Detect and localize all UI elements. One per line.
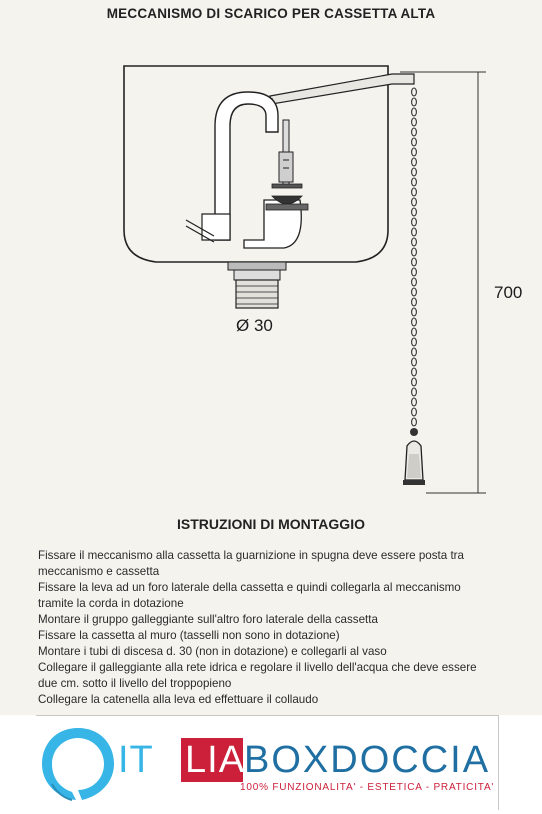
instruction-line: due cm. sotto il livello del troppopieno	[38, 677, 232, 690]
instruction-line: meccanismo e cassetta	[38, 565, 160, 578]
water-drop-icon	[38, 724, 118, 804]
logo-text-lia: LIA	[181, 738, 243, 782]
diameter-label: Ø 30	[236, 316, 273, 335]
instruction-line: tramite la corda in dotazione	[38, 597, 184, 610]
pull-chain	[412, 88, 417, 426]
height-label: 700	[494, 283, 523, 302]
outlet-flange	[228, 262, 286, 270]
logo-tagline: 100% FUNZIONALITA' - ESTETICA - PRATICITA'	[240, 782, 495, 793]
instructions-heading: ISTRUZIONI DI MONTAGGIO	[177, 516, 365, 532]
instruction-line: Fissare il meccanismo alla cassetta la guarnizione in spugna deve essere posta tra	[38, 549, 464, 562]
logo-divider-vertical	[498, 715, 499, 810]
instructions-list	[38, 548, 538, 708]
instruction-line: Montare il gruppo galleggiante sull'altro foro laterale della cassetta	[38, 613, 378, 626]
instruction-line: Montare i tubi di discesa d. 30 (non in dotazione) e collegarli al vaso	[38, 645, 387, 658]
logo-text-it: IT	[118, 739, 154, 781]
siphon-body	[202, 214, 230, 240]
instruction-line: Collegare il galleggiante alla rete idrica e regolare il livello dell'acqua che deve essere	[38, 661, 477, 674]
logo-text-boxdoccia: BOXDOCCIA	[244, 739, 491, 781]
instruction-line: Fissare la cassetta al muro (tasselli non sono in dotazione)	[38, 629, 340, 642]
document-title: MECCANISMO DI SCARICO PER CASSETTA ALTA	[106, 6, 436, 21]
logo-divider	[36, 715, 498, 716]
instruction-line: Fissare la leva ad un foro laterale della cassetta e quindi collegarla al meccanismo	[38, 581, 461, 594]
instruction-line: Collegare la catenella alla leva ed effettuare il collaudo	[38, 693, 319, 706]
lever-arm	[270, 74, 414, 104]
